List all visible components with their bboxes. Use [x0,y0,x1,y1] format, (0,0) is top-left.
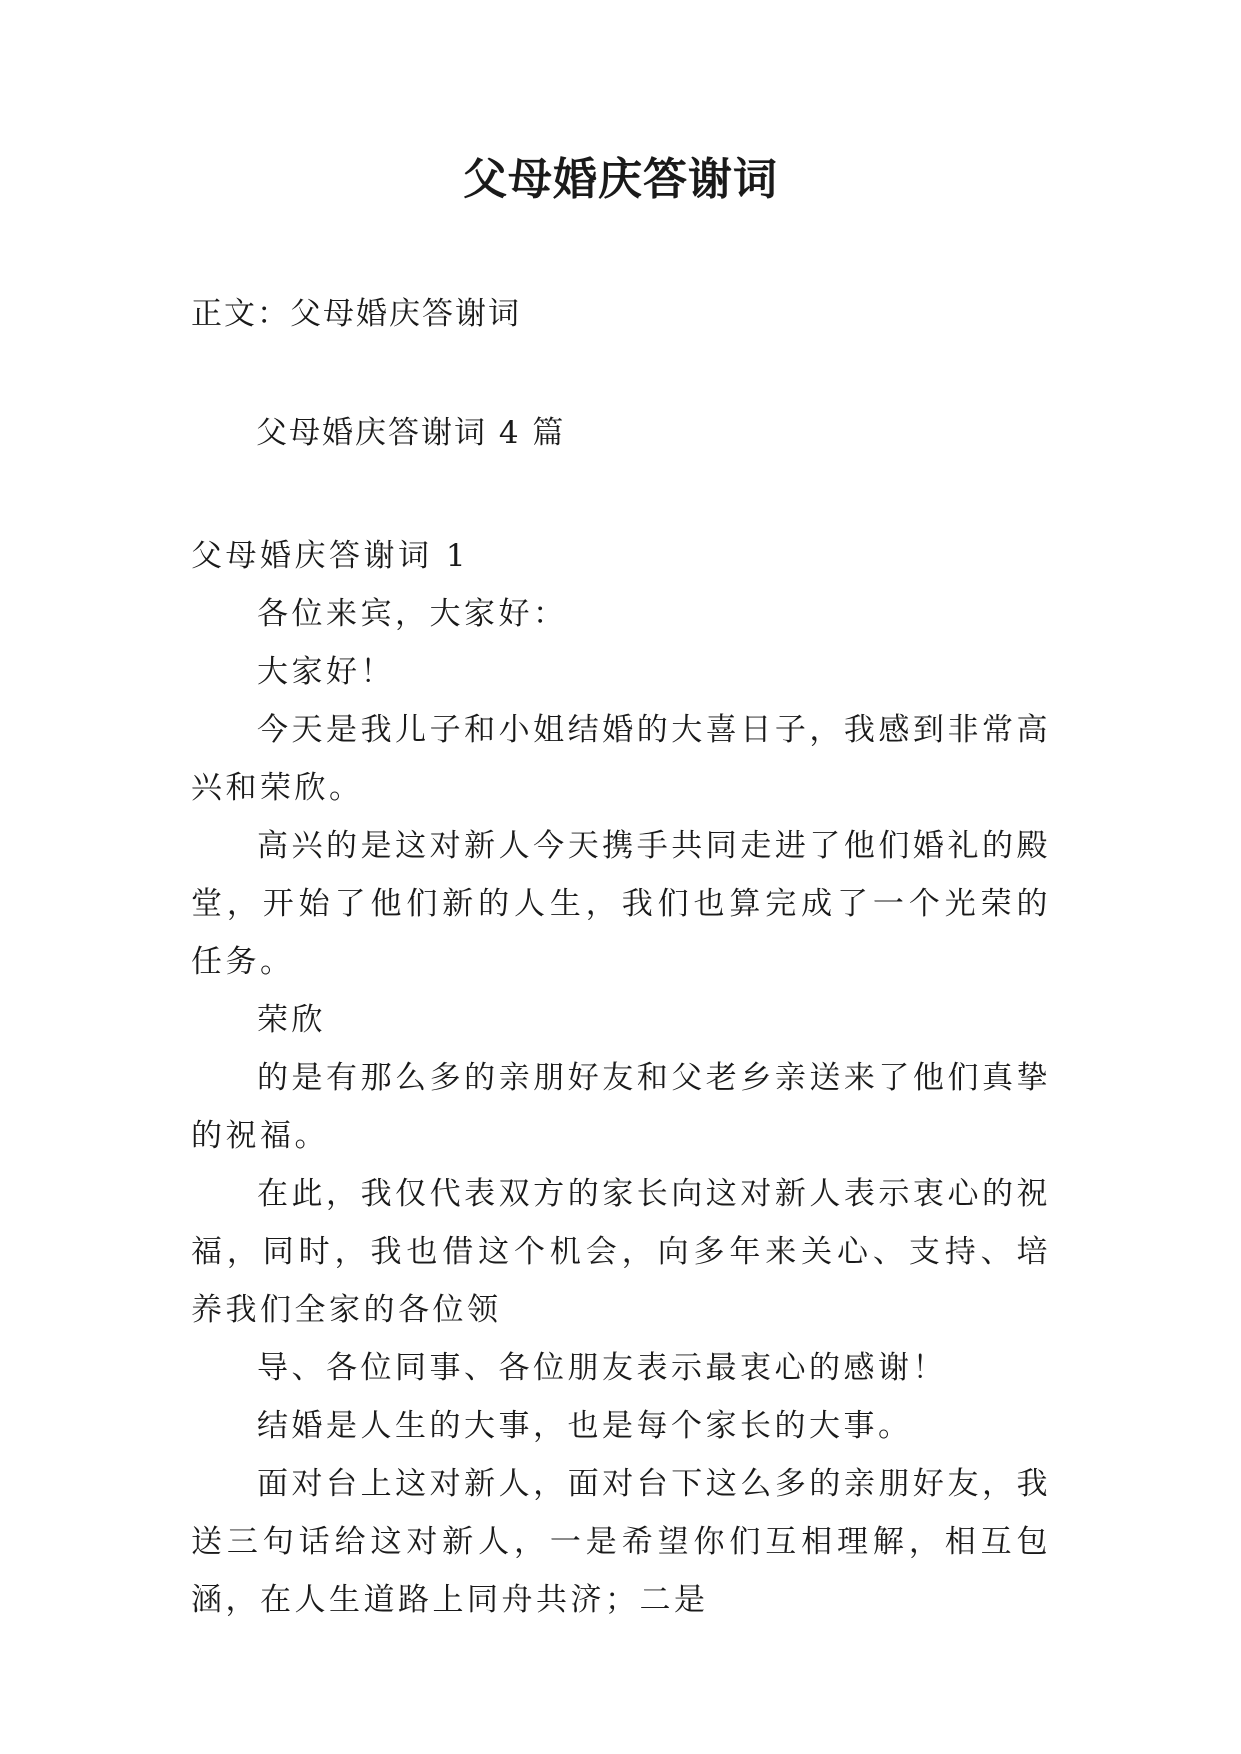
paragraph: 导、各位同事、各位朋友表示最衷心的感谢！ [257,1350,947,1386]
section-heading: 父母婚庆答谢词 1 [191,538,470,574]
body-label-line: 正文：父母婚庆答谢词 [191,296,521,332]
paragraph: 高兴的是这对新人今天携手共同走进了他们婚礼的殿堂，开始了他们新的人生，我们也算完成了一个光荣的任务。 [191,828,1051,980]
paragraph: 的是有那么多的亲朋好友和父老乡亲送来了他们真挚的祝福。 [191,1060,1051,1154]
paragraph: 今天是我儿子和小姐结婚的大喜日子，我感到非常高兴和荣欣。 [191,712,1051,806]
collection-subtitle: 父母婚庆答谢词 4 篇 [256,415,566,451]
paragraph: 各位来宾，大家好： [257,596,568,632]
document-title: 父母婚庆答谢词 [463,154,778,205]
paragraph: 面对台上这对新人，面对台下这么多的亲朋好友，我送三句话给这对新人，一是希望你们互相理解，相互包涵，在人生道路上同舟共济；二是 [191,1466,1051,1618]
paragraph: 大家好！ [257,654,395,690]
paragraph: 在此，我仅代表双方的家长向这对新人表示衷心的祝福，同时，我也借这个机会，向多年来关心、支持、培养我们全家的各位领 [191,1176,1051,1328]
document-body [191,527,1051,1629]
paragraph: 荣欣 [257,1002,326,1038]
paragraph: 结婚是人生的大事，也是每个家长的大事。 [257,1408,913,1444]
